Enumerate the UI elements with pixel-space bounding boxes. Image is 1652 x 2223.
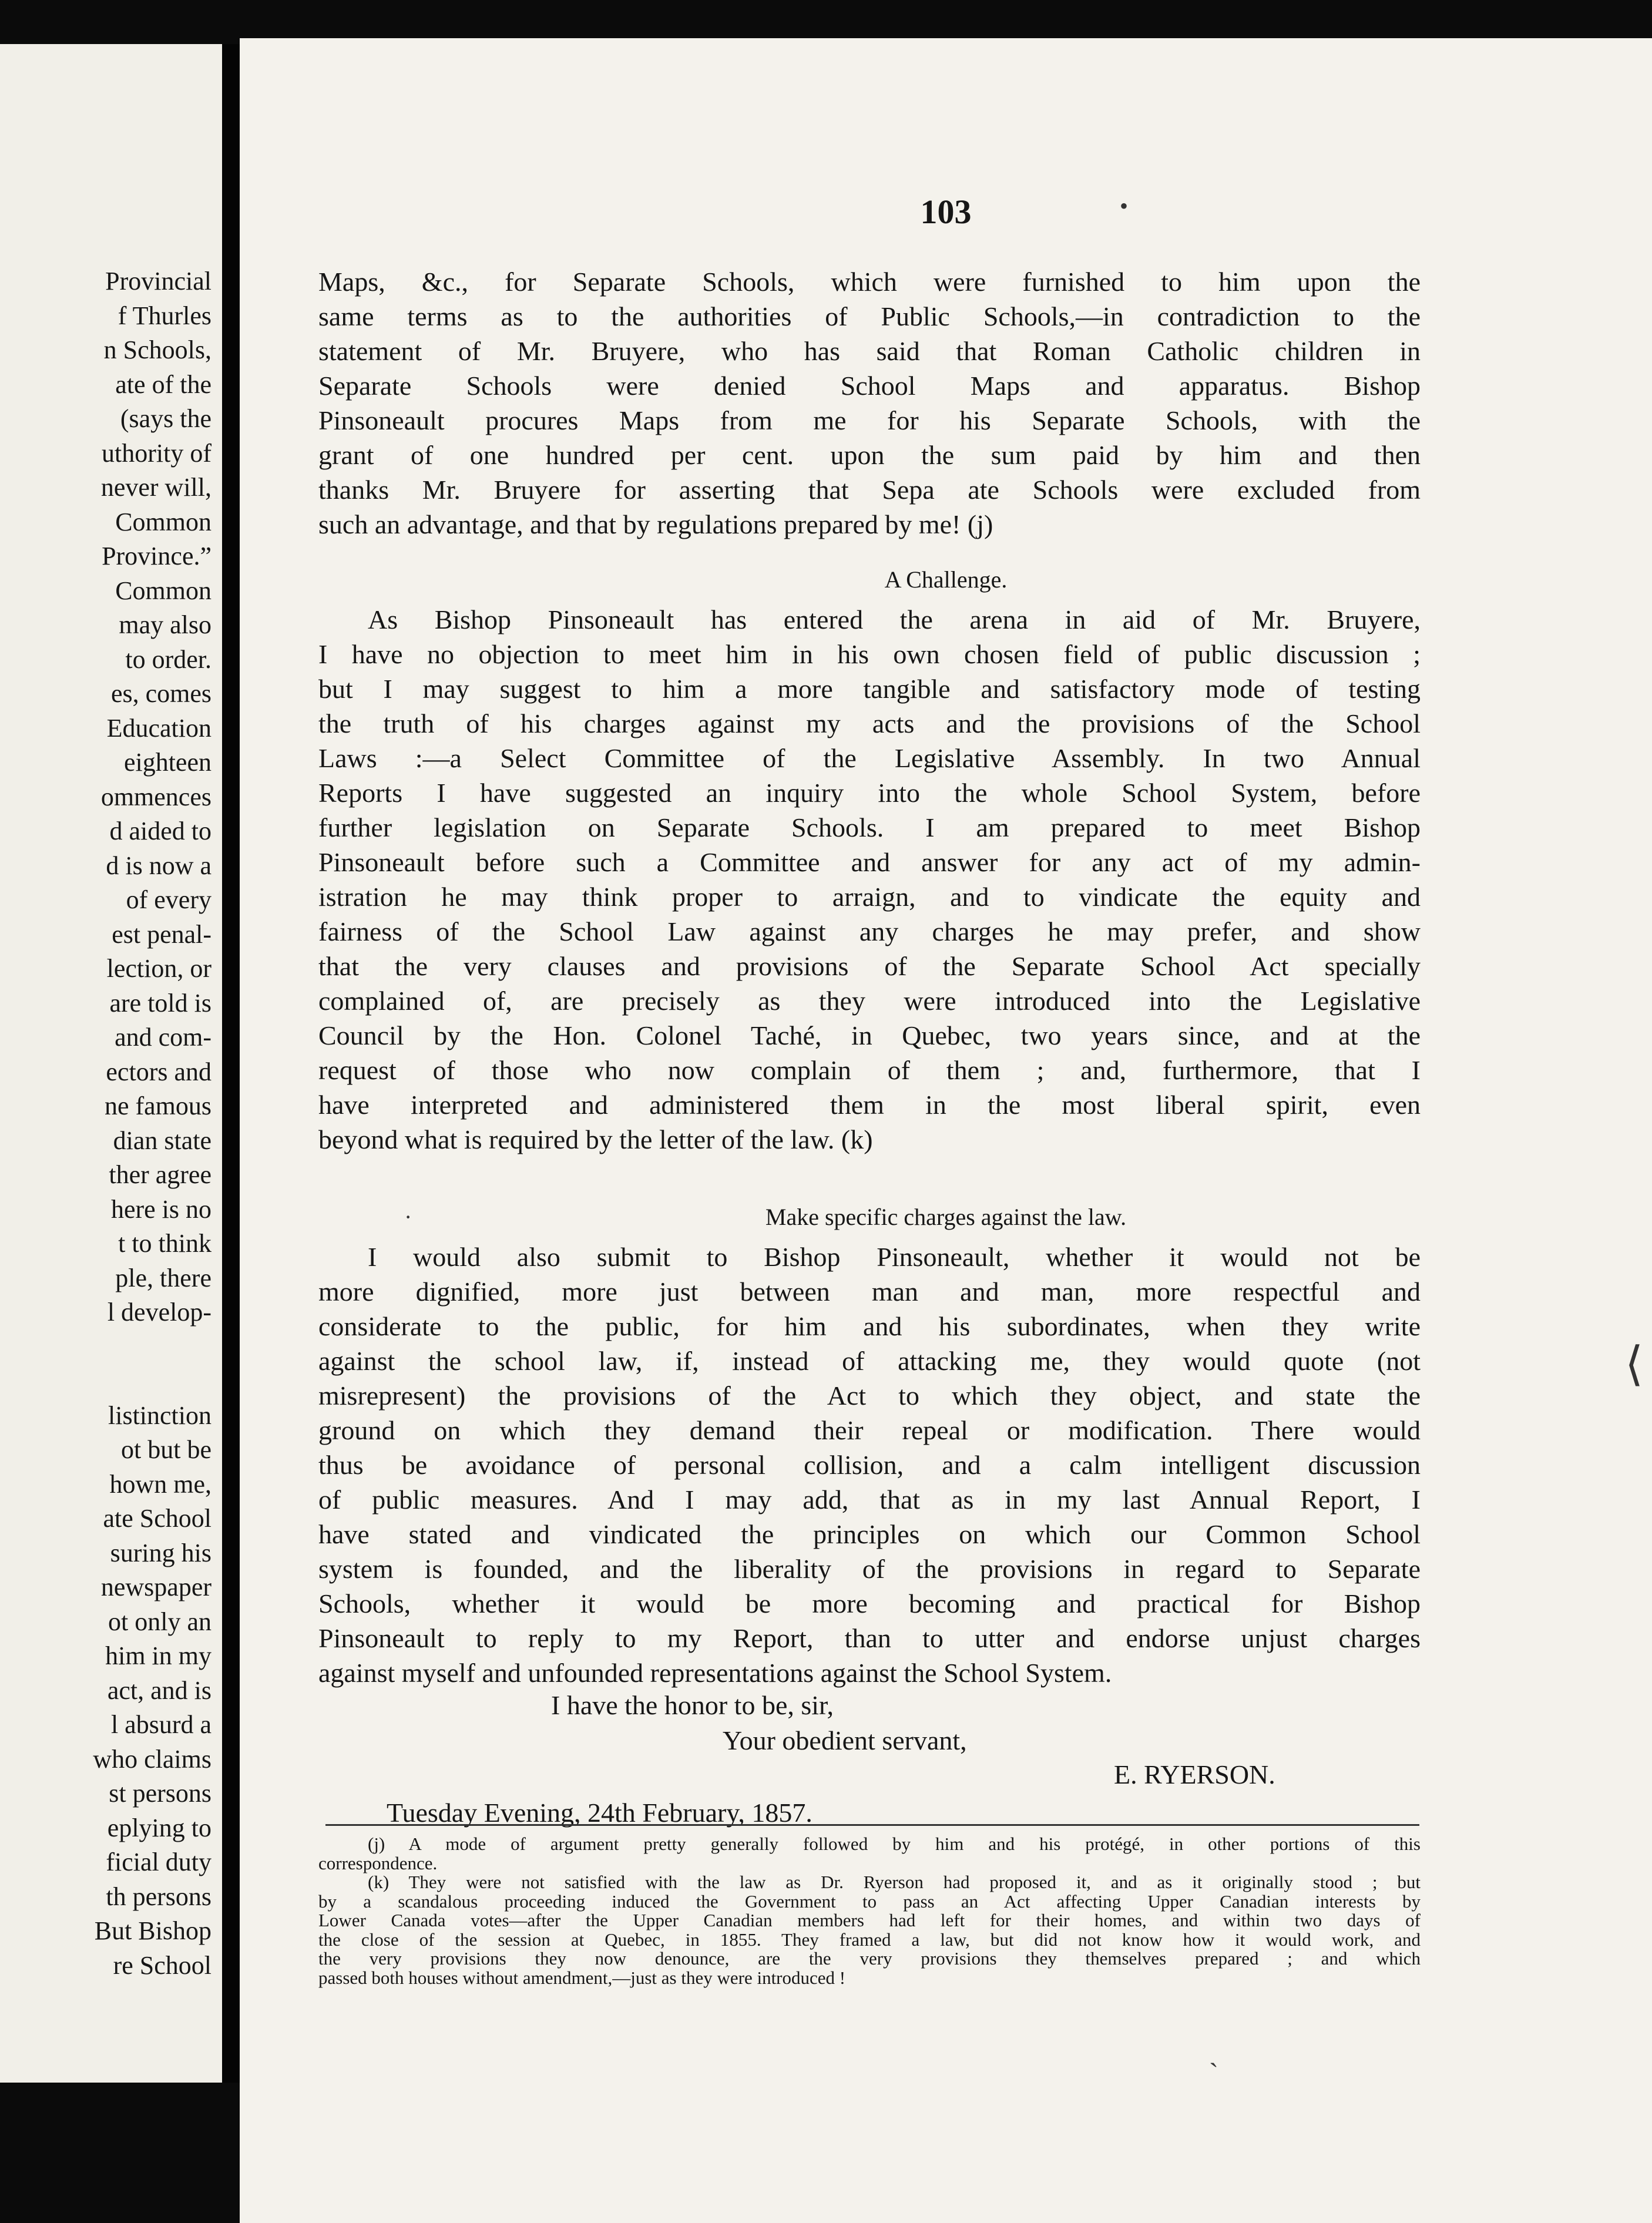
facing-page-line: uthority of bbox=[102, 438, 211, 468]
text-line: more dignified, more just between man and man, more respectful and bbox=[318, 1277, 1421, 1307]
footnote-rule bbox=[325, 1824, 1419, 1826]
facing-page-line: Province.” bbox=[102, 542, 211, 570]
text-line: Schools, whether it would be more becoming and practical for Bishop bbox=[318, 1589, 1421, 1618]
text-line: thus be avoidance of personal collision, and a calm intelligent discussion bbox=[318, 1450, 1421, 1480]
facing-page-line: dian state bbox=[113, 1126, 211, 1155]
heading-a-challenge: A Challenge. bbox=[884, 566, 1008, 593]
facing-page-line: ot only an bbox=[108, 1607, 211, 1636]
footnote-line: Lower Canada votes—after the Upper Canadian members had left for their homes, and within two days of bbox=[318, 1910, 1421, 1930]
text-line: the truth of his charges against my acts and the provisions of the School bbox=[318, 708, 1421, 738]
text-line: but I may suggest to him a more tangible and satisfactory mode of testing bbox=[318, 674, 1421, 704]
book-gutter bbox=[222, 44, 240, 2083]
footnote-line: (k) They were not satisfied with the law as Dr. Ryerson had proposed it, and as it originally stood ; but bbox=[368, 1872, 1421, 1892]
text-line: considerate to the public, for him and his subordinates, when they write bbox=[318, 1311, 1421, 1341]
facing-page-line bbox=[0, 1364, 211, 1399]
text-line: against myself and unfounded representations against the School System. bbox=[318, 1658, 1112, 1688]
facing-page-line: hown me, bbox=[109, 1469, 211, 1499]
facing-page-text bbox=[0, 264, 211, 1983]
text-line: As Bishop Pinsoneault has entered the arena in aid of Mr. Bruyere, bbox=[368, 605, 1421, 634]
text-line: Separate Schools were denied School Maps and apparatus. Bishop bbox=[318, 371, 1421, 401]
page-edge-mark: ⟨ bbox=[1625, 1339, 1644, 1391]
footnote-line: the close of the session at Quebec, in 1855. They framed a law, but did not know how it would work, and bbox=[318, 1929, 1421, 1950]
facing-page-line: newspaper bbox=[100, 1573, 211, 1601]
text-line: same terms as to the authorities of Public Schools,—in contradiction to the bbox=[318, 301, 1421, 331]
paragraph-submit bbox=[318, 1240, 1421, 1690]
facing-page-line: listinction bbox=[108, 1401, 211, 1430]
facing-page-line: lection, or bbox=[106, 954, 211, 983]
text-line: request of those who now complain of them ; and, furthermore, that I bbox=[318, 1055, 1421, 1085]
text-line: fairness of the School Law against any charges he may prefer, and show bbox=[318, 916, 1421, 946]
paragraph-challenge bbox=[318, 602, 1421, 1157]
paragraph-maps bbox=[318, 264, 1421, 542]
text-line: Reports I have suggested an inquiry into the whole School System, before bbox=[318, 778, 1421, 808]
text-line: Pinsoneault to reply to my Report, than to utter and endorse unjust charges bbox=[318, 1623, 1421, 1653]
facing-page-line: th persons bbox=[106, 1882, 211, 1911]
facing-page-fragment bbox=[0, 44, 222, 2083]
facing-page-line: eighteen bbox=[123, 748, 211, 777]
text-line: beyond what is required by the letter of the law. (k) bbox=[318, 1124, 873, 1154]
facing-page-line: ne famous bbox=[104, 1092, 211, 1120]
text-line: complained of, are precisely as they were introduced into the Legislative bbox=[318, 986, 1421, 1016]
facing-page-line: and com- bbox=[115, 1023, 211, 1052]
footnotes bbox=[318, 1835, 1421, 1987]
ink-speck: ˏ bbox=[1209, 2036, 1218, 2067]
text-line: I would also submit to Bishop Pinsoneault, whether it would not be bbox=[368, 1242, 1421, 1272]
facing-page-line: him in my bbox=[105, 1641, 211, 1670]
facing-page-line: Common bbox=[115, 507, 211, 536]
facing-page-line: eplying to bbox=[107, 1813, 211, 1842]
text-line: ground on which they demand their repeal or modification. There would bbox=[318, 1415, 1421, 1445]
text-line: misrepresent) the provisions of the Act to which they object, and state the bbox=[318, 1381, 1421, 1411]
facing-page-line: to order. bbox=[125, 644, 211, 674]
text-line: such an advantage, and that by regulations prepared by me! (j) bbox=[318, 509, 993, 539]
text-line: grant of one hundred per cent. upon the sum paid by him and then bbox=[318, 440, 1421, 470]
closing-honor: I have the honor to be, sir, bbox=[551, 1690, 834, 1720]
facing-page-line: re School bbox=[113, 1950, 211, 1980]
facing-page-line: (says the bbox=[120, 404, 211, 433]
closing-servant: Your obedient servant, bbox=[723, 1725, 967, 1755]
facing-page-line: st persons bbox=[109, 1779, 211, 1808]
text-line: Pinsoneault procures Maps from me for his Separate Schools, with the bbox=[318, 405, 1421, 435]
footnote-line: correspondence. bbox=[318, 1852, 438, 1873]
facing-page-line: here is no bbox=[110, 1194, 211, 1224]
facing-page-line: ther agree bbox=[109, 1160, 211, 1189]
text-line: Pinsoneault before such a Committee and answer for any act of my admin- bbox=[318, 847, 1421, 877]
facing-page-line: t to think bbox=[118, 1229, 211, 1258]
text-line: against the school law, if, instead of attacking me, they would quote (not bbox=[318, 1346, 1421, 1376]
text-line: Laws :—a Select Committee of the Legislative Assembly. In two Annual bbox=[318, 743, 1421, 773]
facing-page-line: ple, there bbox=[115, 1263, 211, 1292]
text-line: thanks Mr. Bruyere for asserting that Sepa ate Schools were excluded from bbox=[318, 475, 1421, 505]
facing-page-line: act, and is bbox=[107, 1675, 211, 1705]
page-number: 103 bbox=[920, 193, 972, 231]
facing-page-line: ectors and bbox=[106, 1057, 211, 1086]
facing-page-line bbox=[0, 1330, 211, 1365]
facing-page-line: ate School bbox=[103, 1504, 211, 1533]
facing-page-line: n Schools, bbox=[103, 335, 211, 364]
facing-page-line: ommences bbox=[100, 782, 211, 811]
letter-date: Tuesday Evening, 24th February, 1857. bbox=[387, 1798, 812, 1828]
facing-page-line: es, comes bbox=[110, 679, 211, 708]
text-line: have stated and vindicated the principles on which our Common School bbox=[318, 1519, 1421, 1549]
footnote-line: by a scandalous proceeding induced the Government to pass an Act affecting Upper Canadian interests by bbox=[318, 1890, 1421, 1912]
facing-page-line: But Bishop bbox=[94, 1916, 211, 1945]
facing-page-line: may also bbox=[119, 610, 211, 639]
text-line: system is founded, and the liberality of the provisions in regard to Separate bbox=[318, 1554, 1421, 1584]
ink-speck: • bbox=[1120, 193, 1129, 219]
facing-page-line: never will, bbox=[100, 473, 211, 502]
facing-page-line: d is now a bbox=[106, 851, 211, 880]
facing-page-line: Provincial bbox=[105, 267, 211, 295]
facing-page-line: l absurd a bbox=[110, 1710, 211, 1739]
signature: E. RYERSON. bbox=[1114, 1759, 1275, 1789]
facing-page-line: ficial duty bbox=[106, 1848, 211, 1876]
facing-page-line: l develop- bbox=[107, 1298, 211, 1327]
facing-page-line: suring his bbox=[110, 1538, 211, 1567]
footnote-line: the very provisions they now denounce, are the very provisions they themselves prepared ; and which bbox=[318, 1948, 1421, 1969]
facing-page-line: are told is bbox=[109, 988, 211, 1018]
facing-page-line: ot but be bbox=[121, 1435, 211, 1464]
text-line: of public measures. And I may add, that as in my last Annual Report, I bbox=[318, 1485, 1421, 1515]
text-line: Council by the Hon. Colonel Taché, in Quebec, two years since, and at the bbox=[318, 1020, 1421, 1050]
facing-page-line: est penal- bbox=[112, 919, 211, 949]
facing-page-line: d aided to bbox=[109, 817, 211, 845]
ink-speck: · bbox=[404, 1204, 412, 1230]
facing-page-line: Education bbox=[106, 713, 211, 743]
text-line: istration he may think proper to arraign, and to vindicate the equity and bbox=[318, 882, 1421, 912]
text-line: I have no objection to meet him in his own chosen field of public discussion ; bbox=[318, 639, 1421, 669]
facing-page-line: of every bbox=[126, 885, 211, 914]
facing-page-line: ate of the bbox=[115, 370, 211, 399]
text-line: Maps, &c., for Separate Schools, which were furnished to him upon the bbox=[318, 267, 1421, 297]
facing-page-line: f Thurles bbox=[117, 301, 211, 330]
text-line: further legislation on Separate Schools. I am prepared to meet Bishop bbox=[318, 812, 1421, 842]
text-line: that the very clauses and provisions of the Separate School Act specially bbox=[318, 951, 1421, 981]
facing-page-line: Common bbox=[115, 576, 211, 605]
text-line: statement of Mr. Bruyere, who has said that Roman Catholic children in bbox=[318, 336, 1421, 366]
page bbox=[240, 38, 1652, 2223]
text-line: have interpreted and administered them in the most liberal spirit, even bbox=[318, 1090, 1421, 1120]
heading-specific-charges: Make specific charges against the law. bbox=[765, 1204, 1127, 1230]
footnote-line: passed both houses without amendment,—just as they were introduced ! bbox=[318, 1967, 846, 1988]
facing-page-line: who claims bbox=[93, 1744, 211, 1774]
footnote-line: (j) A mode of argument pretty generally followed by him and his protégé, in other portions of this bbox=[368, 1834, 1421, 1854]
